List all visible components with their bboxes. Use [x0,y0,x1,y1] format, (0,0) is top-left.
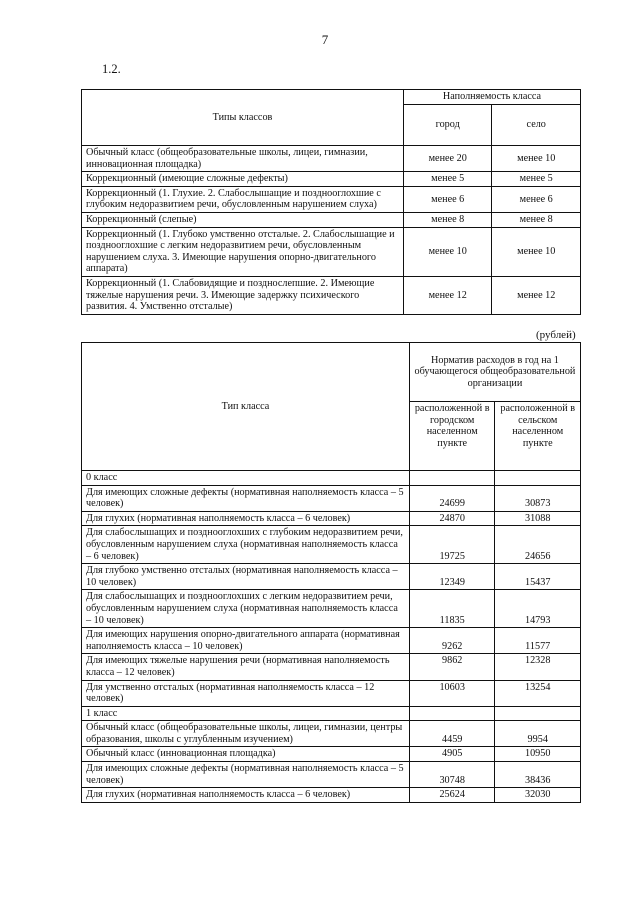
table-row [82,747,581,762]
row-type: Коррекционный (1. Слабовидящие и позднослепшие. 2. Имеющие тяжелые нарушения речи. 3. Имеющие задержку психического развития. 4. Умственно отсталые) [82,276,404,314]
t1-header-type: Типы классов [82,90,404,146]
row-type: Для глухих (нормативная наполняемость класса – 6 человек) [82,788,410,803]
table-row [82,628,581,654]
row-city: 9862 [409,654,495,680]
row-village: 14793 [495,590,581,628]
row-city: менее 12 [403,276,492,314]
section-title: 1 класс [82,706,410,721]
row-type: Обычный класс (инновационная площадка) [82,747,410,762]
table-row [82,511,581,526]
row-city: 4459 [409,721,495,747]
row-village: 9954 [495,721,581,747]
t1-header-group: Наполняемость класса [403,90,580,105]
row-village: 30873 [495,485,581,511]
t2-header-group: Норматив расходов в год на 1 обучающегося общеобразовательной организации [409,343,580,402]
row-city: 19725 [409,526,495,564]
page-number: 7 [321,32,329,47]
row-village: менее 6 [492,186,581,212]
section-row [82,706,581,721]
table-row [82,680,581,706]
t1-header-city: город [403,105,492,146]
row-type: Для глубоко умственно отсталых (нормативная наполняемость класса – 10 человек) [82,564,410,590]
currency-note: (рублей) [536,329,576,341]
row-village: 31088 [495,511,581,526]
row-village: 13254 [495,680,581,706]
row-city: 24870 [409,511,495,526]
row-type: Для имеющих сложные дефекты (нормативная наполняемость класса – 5 человек) [82,762,410,788]
row-village: 15437 [495,564,581,590]
empty-cell [495,706,581,721]
table-row [82,788,581,803]
row-type: Для глухих (нормативная наполняемость класса – 6 человек) [82,511,410,526]
row-city: менее 8 [403,212,492,227]
row-type: Для слабослышащих и позднооглохших с глубоким недоразвитием речи, обусловленным нарушением слуха (нормативная наполняемость класса – 6 человек) [82,526,410,564]
row-type: Для имеющих сложные дефекты (нормативная наполняемость класса – 5 человек) [82,485,410,511]
row-type: Для слабослышащих и позднооглохших с легким недоразвитием речи, обусловленным нарушением слуха (нормативная наполняемость класса – 10 человек) [82,590,410,628]
table-row [82,146,581,172]
t2-header-type: Тип класса [82,343,410,471]
expense-norm-table [81,342,581,803]
empty-cell [409,706,495,721]
table-row [82,564,581,590]
class-occupancy-table [81,89,581,315]
table-row [82,590,581,628]
row-type: Для имеющих тяжелые нарушения речи (нормативная наполняемость класса – 12 человек) [82,654,410,680]
row-type: Коррекционный (1. Глухие. 2. Слабослышащие и позднооглохшие с глубоким недоразвитием речи, обусловленным нарушением слуха) [82,186,404,212]
row-city: 4905 [409,747,495,762]
row-city: 11835 [409,590,495,628]
row-city: 25624 [409,788,495,803]
row-city: менее 5 [403,172,492,187]
row-city: менее 20 [403,146,492,172]
empty-cell [409,471,495,486]
row-village: менее 8 [492,212,581,227]
row-type: Для имеющих нарушения опорно-двигательного аппарата (нормативная наполняемость класса – 10 человек) [82,628,410,654]
table-row [82,721,581,747]
row-type: Коррекционный (слепые) [82,212,404,227]
table-row [82,276,581,314]
row-type: Коррекционный (имеющие сложные дефекты) [82,172,404,187]
section-title: 0 класс [82,471,410,486]
row-village: менее 10 [492,146,581,172]
row-city: менее 10 [403,227,492,276]
row-type: Для умственно отсталых (нормативная наполняемость класса – 12 человек) [82,680,410,706]
empty-cell [495,471,581,486]
row-type: Обычный класс (общеобразовательные школы, лицеи, гимназии, инновационная площадка) [82,146,404,172]
table-row [82,526,581,564]
table-row [82,227,581,276]
section-row [82,471,581,486]
table-row [82,172,581,187]
row-village: менее 12 [492,276,581,314]
row-village: 32030 [495,788,581,803]
table-row [82,654,581,680]
row-city: 24699 [409,485,495,511]
row-type: Обычный класс (общеобразовательные школы, лицеи, гимназии, центры образования, школы с углубленным изучением) [82,721,410,747]
row-city: 12349 [409,564,495,590]
t2-header-city: расположенной в городском населенном пункте [409,402,495,471]
table-row [82,186,581,212]
row-village: 11577 [495,628,581,654]
section-label: 1.2. [102,62,121,76]
table-row [82,212,581,227]
row-village: 38436 [495,762,581,788]
row-city: 30748 [409,762,495,788]
table-row [82,485,581,511]
row-type: Коррекционный (1. Глубоко умственно отсталые. 2. Слабослышащие и позднооглохшие с легким недоразвитием речи, обусловленным нарушением слуха. 3. Имеющие нарушения опорно-двигательного аппарата) [82,227,404,276]
row-village: менее 5 [492,172,581,187]
t2-header-village: расположенной в сельском населенном пункте [495,402,581,471]
row-village: 24656 [495,526,581,564]
row-village: 10950 [495,747,581,762]
table-row [82,762,581,788]
t1-header-village: село [492,105,581,146]
row-city: 9262 [409,628,495,654]
row-village: менее 10 [492,227,581,276]
row-city: менее 6 [403,186,492,212]
row-city: 10603 [409,680,495,706]
row-village: 12328 [495,654,581,680]
